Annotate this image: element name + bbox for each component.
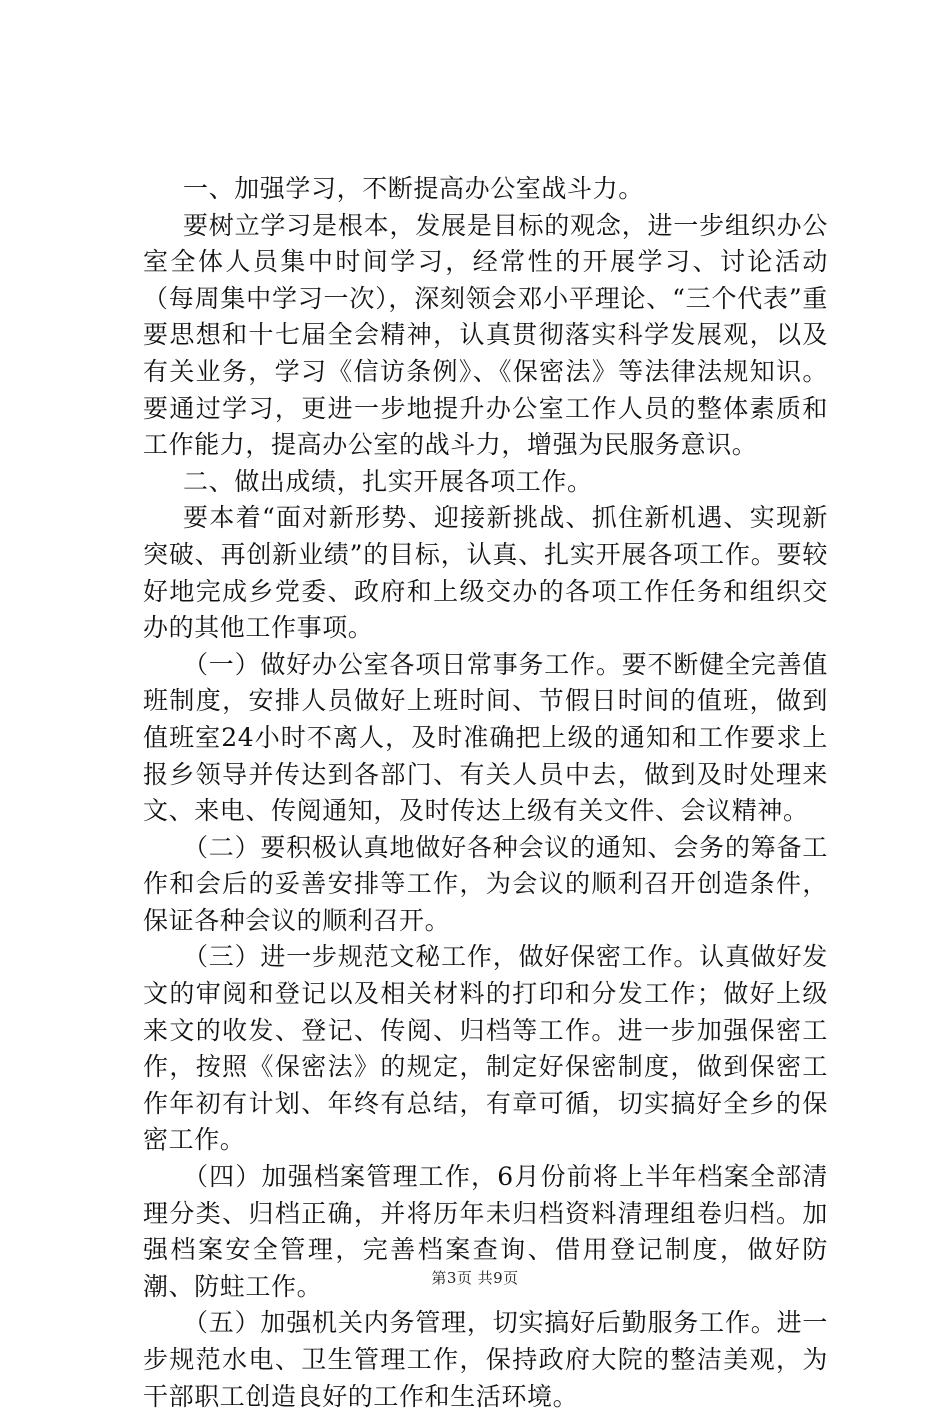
section-heading-1: 一、加强学习，不断提高办公室战斗力。 [183,174,644,203]
paragraph-item-1: （一）做好办公室各项日常事务工作。要不断健全完善值班制度，安排人员做好上班时间、节假日时间的值班，做到值班室24小时不离人，及时准确把上级的通知和工作要求上报乡领导并传达到各部门、有关人员中去，做到及时处理来文、来电、传阅通知，及时传达上级有关文件、会议精神。 [143,649,828,826]
paragraph-goals: 要本着“面对新形势、迎接新挑战、抓住新机遇、实现新突破、再创新业绩”的目标，认真、扎实开展各项工作。要较好地完成乡党委、政府和上级交办的各项工作任务和组织交办的其他工作事项。 [143,503,828,643]
paragraph-item-3: （三）进一步规范文秘工作，做好保密工作。认真做好发文的审阅和登记以及相关材料的打印和分发工作；做好上级来文的收发、登记、传阅、归档等工作。进一步加强保密工作，按照《保密法》的规定，制定好保密制度，做到保密工作年初有计划、年终有总结，有章可循，切实搞好全乡的保密工作。 [143,942,828,1155]
paragraph-study: 要树立学习是根本，发展是目标的观念，进一步组织办公室全体人员集中时间学习，经常性的开展学习、讨论活动（每周集中学习一次），深刻领会邓小平理论、“三个代表”重要思想和十七届全会精神，认真贯彻落实科学发展观，以及有关业务，学习《信访条例》、《保密法》等法律法规知识。要通过学习，更进一步地提升办公室工作人员的整体素质和工作能力，提高办公室的战斗力，增强为民服务意识。 [143,210,828,460]
section-heading-2: 二、做出成绩，扎实开展各项工作。 [183,466,593,496]
page-footer: 第3页 共9页 [431,1269,519,1287]
paragraph-item-5: （五）加强机关内务管理，切实搞好后勤服务工作。进一步规范水电、卫生管理工作，保持政府大院的整洁美观，为干部职工创造良好的工作和生活环境。 [143,1308,828,1411]
paragraph-item-2: （二）要积极认真地做好各种会议的通知、会务的筹备工作和会后的妥善安排等工作，为会议的顺利召开创造条件，保证各种会议的顺利召开。 [143,832,828,935]
document-body [143,171,828,1415]
paragraph-item-4: （四）加强档案管理工作，6月份前将上半年档案全部清理分类、归档正确，并将历年未归档资料清理组卷归档。加强档案安全管理，完善档案查询、借用登记制度，做好防潮、防蛀工作。 [143,1162,828,1301]
